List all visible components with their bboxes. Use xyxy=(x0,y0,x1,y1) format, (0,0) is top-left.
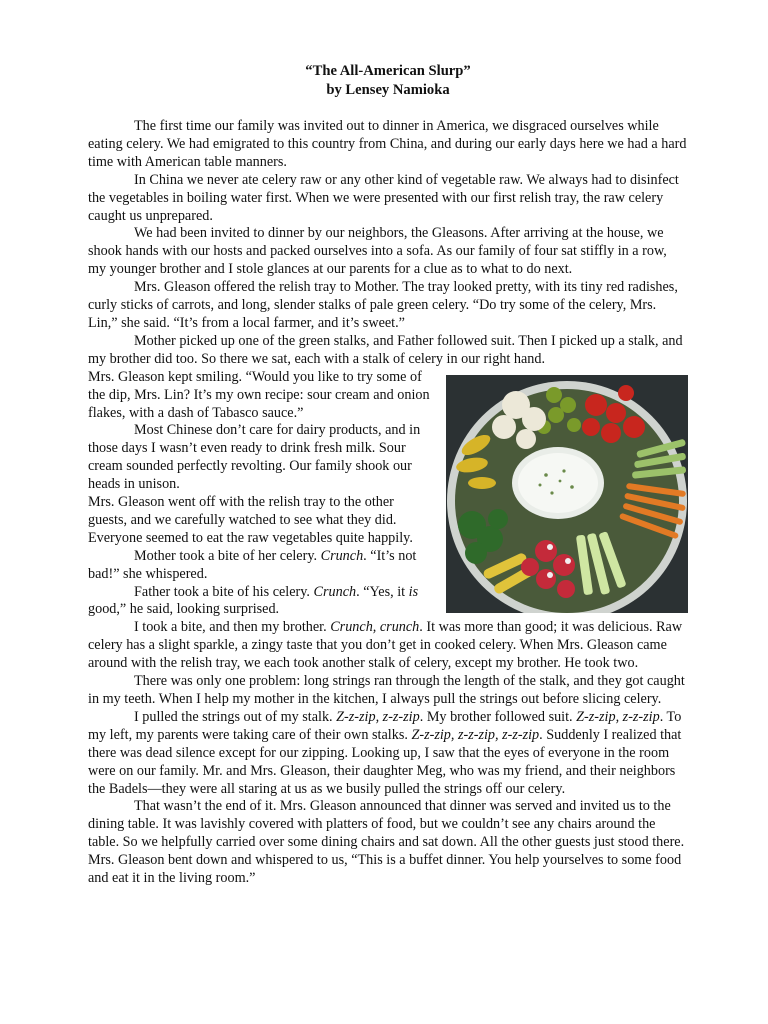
paragraph-text: Mrs. Gleason offered the relish tray to Mother. The tray looked pretty, with its tiny red radishes, curly sticks of carrots, and long, slender stalks of pale green celery. “Do try some of the celery, Mrs. Lin,” she said. “It’s from a local farmer, and it’s sweet.” xyxy=(88,279,678,331)
story-paragraph xyxy=(88,118,688,172)
italic-text: Crunch xyxy=(320,547,364,564)
relish-tray-icon xyxy=(446,375,688,613)
paragraph-text: . To my left, my parents were taking care of their own stalks. xyxy=(88,708,682,743)
italic-text: Z-z-zip, z-z-zip, z-z-zip xyxy=(411,726,540,743)
paragraph-text: There was only one problem: long strings ran through the length of the stalk, and they got caught in my teeth. When I help my mother in the kitchen, I always pull the strings out before slicing celery. xyxy=(88,673,685,707)
story-paragraph xyxy=(88,673,688,709)
paragraph-text: The first time our family was invited out to dinner in America, we disgraced ourselves while eating celery. We had emigrated to this country from China, and during our early days here we had a hard time with American table manners. xyxy=(88,118,687,170)
paragraph-text: Mrs. Gleason kept smiling. “Would you like to try some of the dip, Mrs. Lin? It’s my own recipe: sour cream and onion flakes, with a dash of Tabasco sauce.” xyxy=(88,368,430,421)
paragraph-text: I pulled the strings out of my stalk. xyxy=(134,708,337,725)
paragraph-text: . It was more than good; it was delicious. Raw celery has a slight sparkle, a zingy taste that you don’t get in cooked celery. When Mrs. Gleason came around with the relish tray, we each took another stalk of celery, except my brother. He took two. xyxy=(88,619,683,672)
italic-text: Crunch, crunch xyxy=(330,619,420,636)
paragraph-text: We had been invited to dinner by our neighbors, the Gleasons. After arriving at the house, we shook hands with our hosts and packed ourselves into a sofa. As our family of four sat stiffly in a row, my younger brother and I stole glances at our parents for a clue as to what to do next. xyxy=(88,225,667,278)
paragraph-text: Mother took a bite of her celery. xyxy=(134,547,321,564)
paragraph-text: That wasn’t the end of it. Mrs. Gleason announced that dinner was served and invited us to the dining table. It was lavishly covered with platters of food, but we couldn’t see any chairs around the table. So we helpfully carried over some dining chairs and sat down. All the other guests just stood there. Mrs. Gleason bent down and whispered to us, “This is a buffet dinner. You help yourselves to some food and eat it in the living room.” xyxy=(88,798,685,887)
story-paragraph xyxy=(88,279,688,333)
relish-tray-photo xyxy=(446,375,688,613)
document-page xyxy=(88,62,688,888)
paragraph-text: Father took a bite of his celery. xyxy=(134,583,314,600)
story-body xyxy=(88,118,688,888)
story-paragraph xyxy=(88,172,688,226)
story-byline: by Lensey Namioka xyxy=(326,82,450,98)
italic-text: Z-z-zip, z-z-zip xyxy=(336,708,420,725)
italic-text: Z-z-zip, z-z-zip xyxy=(576,708,660,725)
italic-text: Crunch xyxy=(313,583,357,600)
title-block xyxy=(88,62,688,100)
paragraph-text: . My brother followed suit. xyxy=(419,708,577,725)
story-paragraph xyxy=(88,619,688,673)
story-paragraph xyxy=(88,333,688,369)
story-title: “The All-American Slurp” xyxy=(305,63,471,79)
story-paragraph xyxy=(88,225,688,279)
paragraph-text: I took a bite, and then my brother. xyxy=(134,619,331,636)
story-paragraph xyxy=(88,798,688,888)
paragraph-text: Mrs. Gleason went off with the relish tray to the other guests, and we carefully watched to see what they did. Everyone seemed to eat the raw vegetables quite happily. xyxy=(88,494,413,546)
paragraph-text: . “It’s not bad!” she whispered. xyxy=(88,547,417,582)
paragraph-text: In China we never ate celery raw or any other kind of vegetable raw. We always had to disinfect the vegetables in boiling water first. When we were presented with our first relish tray, the raw celery caught us unprepared. xyxy=(88,171,679,224)
paragraph-text: Mother picked up one of the green stalks, and Father followed suit. Then I picked up a stalk, and my brother did too. So there we sat, each with a stalk of celery in our right hand. xyxy=(88,332,683,367)
paragraph-text: . Suddenly I realized that there was dead silence except for our zipping. Looking up, I saw that the eyes of everyone in the room were on our family. Mr. and Mrs. Gleason, their daughter Meg, who was my friend, and their neighbors the Badels—they were all staring at us as we busily pulled the strings off our celery. xyxy=(88,726,682,797)
story-paragraph xyxy=(88,709,688,799)
paragraph-text: good,” he said, looking surprised. xyxy=(88,601,280,618)
paragraph-text: Most Chinese don’t care for dairy products, and in those days I wasn’t even ready to drink fresh milk. Sour cream sounded perfectly revolting. Our family shook our heads in unison. xyxy=(88,422,421,493)
italic-text: is xyxy=(408,583,419,600)
paragraph-text: . “Yes, it xyxy=(356,583,409,600)
